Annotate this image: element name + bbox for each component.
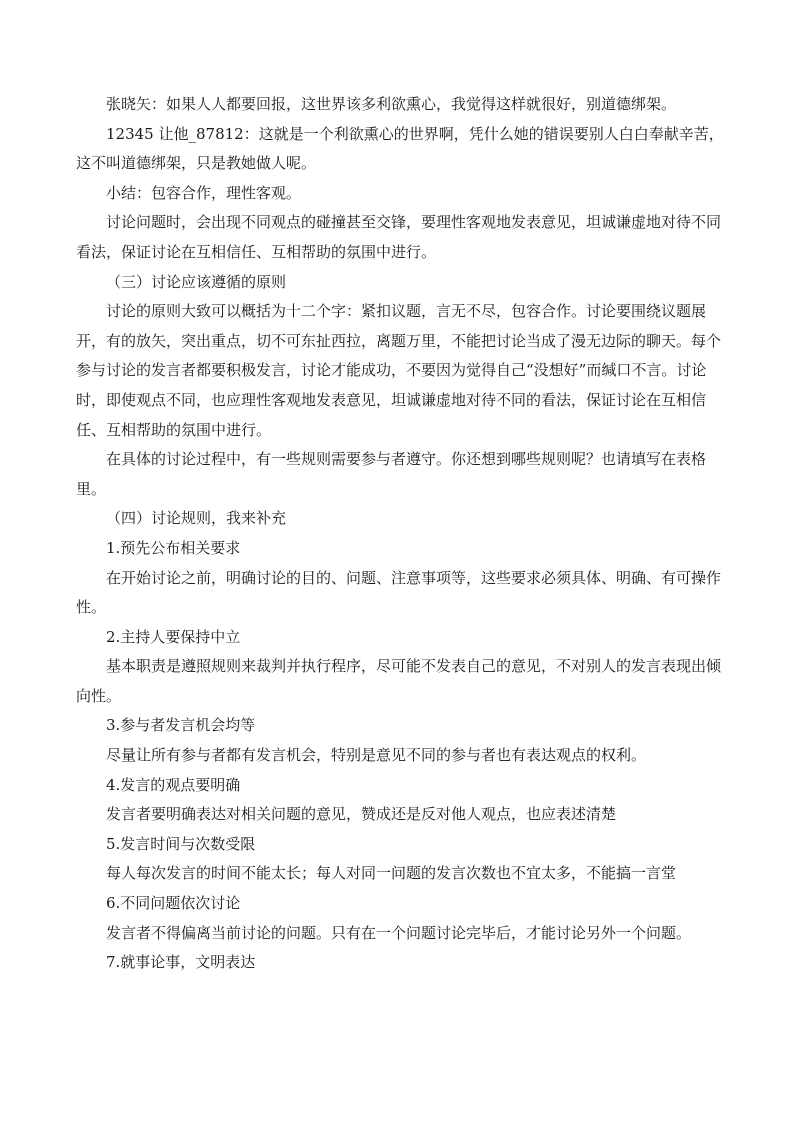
rule-text-2: 基本职责是遵照规则来裁判并执行程序，尽可能不发表自己的意见，不对别人的发言表现出倾向性。 <box>76 657 722 705</box>
rule-text-4: 发言者要明确表达对相关问题的意见，赞成还是反对他人观点，也应表述清楚 <box>106 805 617 824</box>
discussion-paragraph: 讨论问题时，会出现不同观点的碰撞甚至交锋，要理性客观地发表意见，坦诚谦虚地对待不同看法，保证讨论在互相信任、互相帮助的氛围中进行。 <box>76 213 722 261</box>
document-body <box>76 90 724 978</box>
comment-zhangxiaoshi: 张晓矢：如果人人都要回报，这世界该多利欲熏心，我觉得这样就很好，别道德绑架。 <box>106 95 677 113</box>
rule-text-3: 尽量让所有参与者都有发言机会，特别是意见不同的参与者也有表达观点的权利。 <box>106 746 647 765</box>
rules-intro-paragraph: 在具体的讨论过程中，有一些规则需要参与者遵守。你还想到哪些规则呢？也请填写在表格里。 <box>76 450 707 498</box>
rule-heading-2: 2.主持人要保持中立 <box>106 627 241 646</box>
section-heading-3: （三）讨论应该遵循的原则 <box>106 272 287 291</box>
rule-heading-4: 4.发言的观点要明确 <box>106 775 241 794</box>
rule-heading-5: 5.发言时间与次数受限 <box>106 834 256 853</box>
comment-12345: 12345 让他_87812：这就是一个利欲熏心的世界啊，凭什么她的错误要别人白白奉献辛苦，这不叫道德绑架，只是教她做人呢。 <box>76 124 724 173</box>
rule-heading-3: 3.参与者发言机会均等 <box>106 716 256 735</box>
rule-text-5: 每人每次发言的时间不能太长；每人对同一问题的发言次数也不宜太多，不能搞一言堂 <box>106 864 677 883</box>
summary-line: 小结：包容合作，理性客观。 <box>106 183 302 202</box>
rule-text-6: 发言者不得偏离当前讨论的问题。只有在一个问题讨论完毕后，才能讨论另外一个问题。 <box>106 923 692 942</box>
rule-heading-7: 7.就事论事，文明表达 <box>106 953 256 972</box>
rule-heading-1: 1.预先公布相关要求 <box>106 538 241 557</box>
section-heading-4: （四）讨论规则，我来补充 <box>106 509 287 528</box>
rule-text-1: 在开始讨论之前，明确讨论的目的、问题、注意事项等，这些要求必须具体、明确、有可操作性。 <box>76 568 722 617</box>
rule-heading-6: 6.不同问题依次讨论 <box>106 894 241 913</box>
principles-paragraph: 讨论的原则大致可以概括为十二个字：紧扣议题，言无不尽，包容合作。讨论要围绕议题展开，有的放矢，突出重点，切不可东扯西拉，离题万里，不能把讨论当成了漫无边际的聊天。每个参与讨论的发言者都要积极发言，讨论才能成功，不要因为觉得自己“没想好”而缄口不言。讨论时，即使观点不同，也应理性客观地发表意见，坦诚谦虚地对待不同的看法，保证讨论在互相信任、互相帮助的氛围中进行。 <box>76 302 722 439</box>
